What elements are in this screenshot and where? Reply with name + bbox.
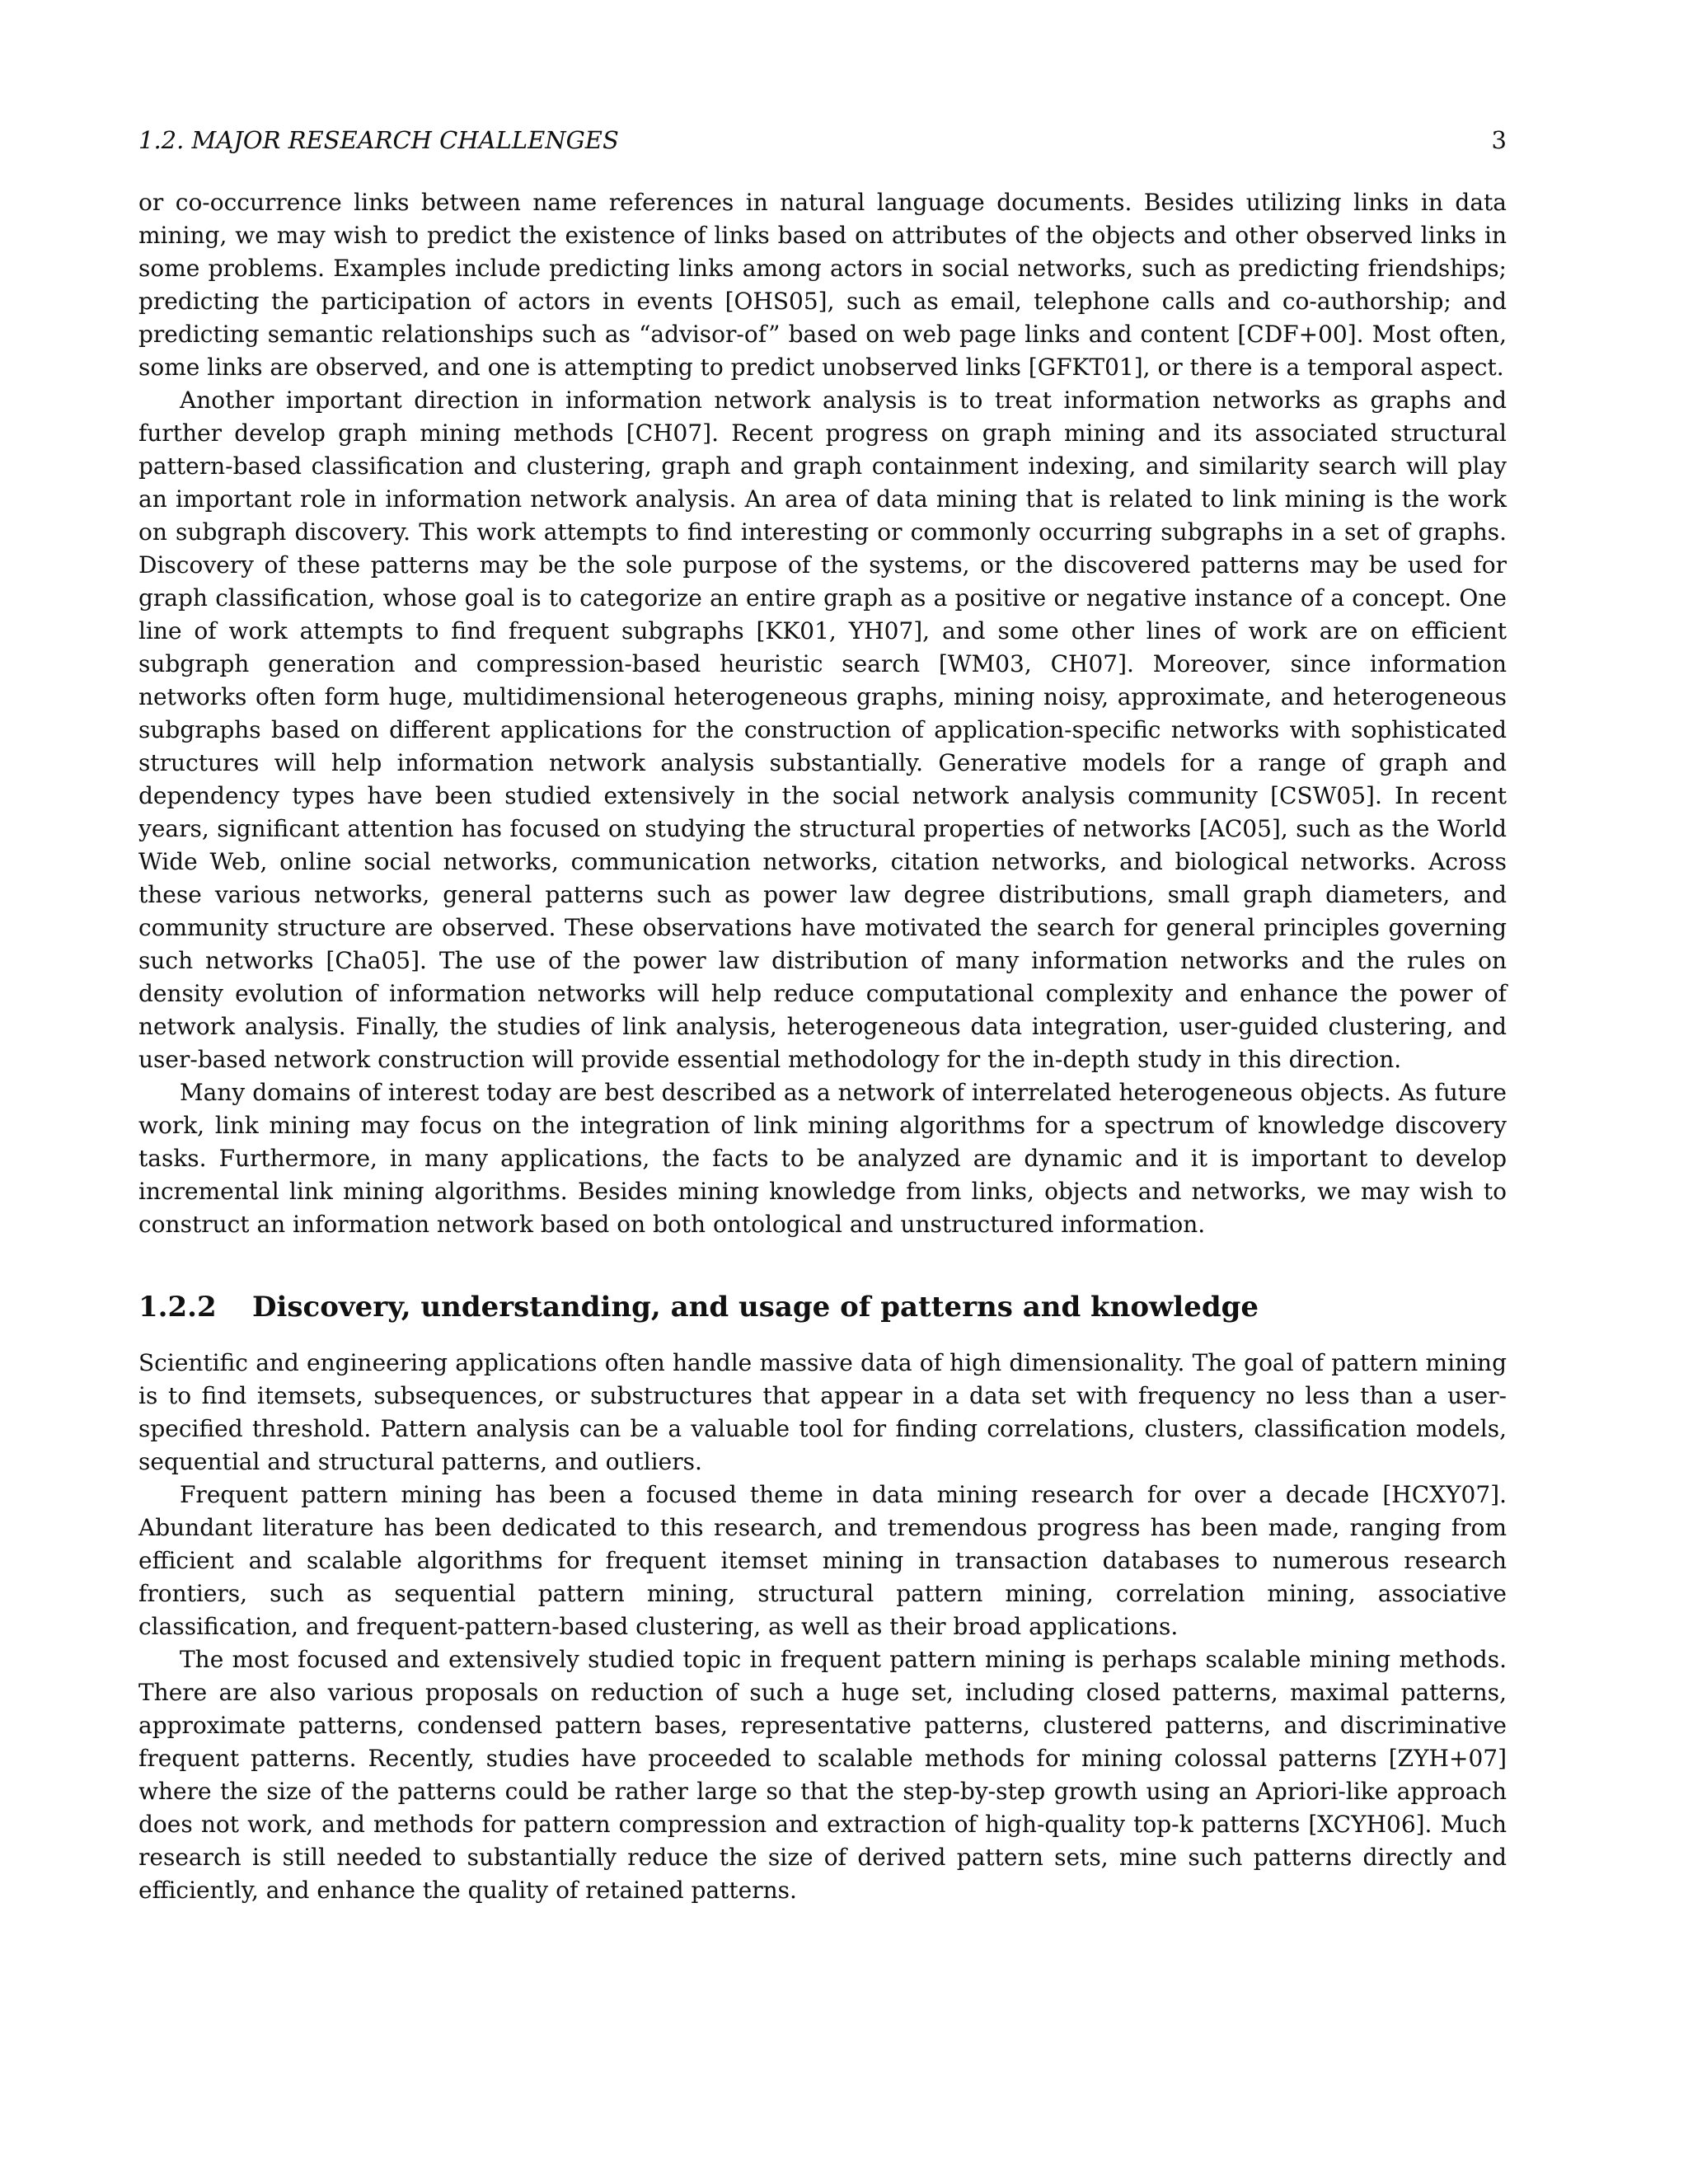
running-head-chapter: 1.2. MAJOR RESEARCH CHALLENGES [138, 126, 619, 154]
page [138, 124, 1507, 1907]
paragraph-graph-mining: Another important direction in information network analysis is to treat information networks as graphs and further develop graph mining methods [CH07]. Recent progress on graph mining and its associated structural pattern-based classification and clustering, graph and graph containment indexing, and similarity search will play an important role in information network analysis. An area of data mining that is related to link mining is the work on subgraph discovery. This work attempts to find interesting or commonly occurring subgraphs in a set of graphs. Discovery of these patterns may be the sole purpose of the systems, or the discovered patterns may be used for graph classification, whose goal is to categorize an entire graph as a positive or negative instance of a concept. One line of work attempts to find frequent subgraphs [KK01, YH07], and some other lines of work are on efficient subgraph generation and compression-based heuristic search [WM03, CH07]. Moreover, since information networks often form huge, multidimensional heterogeneous graphs, mining noisy, approximate, and heterogeneous subgraphs based on different applications for the construction of application-specific networks with sophisticated structures will help information network analysis substantially. Generative models for a range of graph and dependency types have been studied extensively in the social network analysis community [CSW05]. In recent years, significant attention has focused on studying the structural properties of networks [AC05], such as the World Wide Web, online social networks, communication networks, citation networks, and biological networks. Across these various networks, general patterns such as power law degree distributions, small graph diameters, and community structure are observed. These observations have motivated the search for general principles governing such networks [Cha05]. The use of the power law distribution of many information networks and the rules on density evolution of information networks will help reduce computational complexity and enhance the power of network analysis. Finally, the studies of link analysis, heterogeneous data integration, user-guided clustering, and user-based network construction will provide essential methodology for the in-depth study in this direction. [138, 387, 1507, 1073]
section-title: Discovery, understanding, and usage of patterns and knowledge [252, 1291, 1259, 1324]
section-number: 1.2.2 [138, 1291, 217, 1324]
paragraph-scalable-mining: The most focused and extensively studied topic in frequent pattern mining is perhaps scalable mining methods. There are also various proposals on reduction of such a huge set, including closed patterns, maximal patterns, approximate patterns, condensed pattern bases, representative patterns, clustered patterns, and discriminative frequent patterns. Recently, studies have proceeded to scalable methods for mining colossal patterns [ZYH+07] where the size of the patterns could be rather large so that the step-by-step growth using an Apriori-like approach does not work, and methods for pattern compression and extraction of high-quality top-k patterns [XCYH06]. Much research is still needed to substantially reduce the size of derived pattern sets, mine such patterns directly and efficiently, and enhance the quality of retained patterns. [138, 1646, 1507, 1904]
running-head [138, 124, 1507, 157]
page-number: 3 [1491, 126, 1507, 154]
paragraph-link-prediction: or co-occurrence links between name references in natural language documents. Besides utilizing links in data mining, we may wish to predict the existence of links based on attributes of the objects and other observed links in some problems. Examples include predicting links among actors in social networks, such as predicting friendships; predicting the participation of actors in events [OHS05], such as email, telephone calls and co-authorship; and predicting semantic relationships such as “advisor-of” based on web page links and content [CDF+00]. Most often, some links are observed, and one is attempting to predict unobserved links [GFKT01], or there is a temporal aspect. [138, 189, 1507, 381]
paragraph-future-work: Many domains of interest today are best described as a network of interrelated heterogeneous objects. As future work, link mining may focus on the integration of link mining algorithms for a spectrum of knowledge discovery tasks. Furthermore, in many applications, the facts to be analyzed are dynamic and it is important to develop incremental link mining algorithms. Besides mining knowledge from links, objects and networks, we may wish to construct an information network based on both ontological and unstructured information. [138, 1079, 1507, 1238]
section-heading [138, 1289, 1507, 1325]
paragraph-frequent-pattern-mining: Frequent pattern mining has been a focused theme in data mining research for over a decade [HCXY07]. Abundant literature has been dedicated to this research, and tremendous progress has been made, ranging from efficient and scalable algorithms for frequent itemset mining in transaction databases to numerous research frontiers, such as sequential pattern mining, structural pattern mining, correlation mining, associative classification, and frequent-pattern-based clustering, as well as their broad applications. [138, 1481, 1507, 1640]
paragraph-pattern-mining-intro: Scientific and engineering applications often handle massive data of high dimensionality. The goal of pattern mining is to find itemsets, subsequences, or substructures that appear in a data set with frequency no less than a user-specified threshold. Pattern analysis can be a valuable tool for finding correlations, clusters, classification models, sequential and structural patterns, and outliers. [138, 1349, 1507, 1475]
